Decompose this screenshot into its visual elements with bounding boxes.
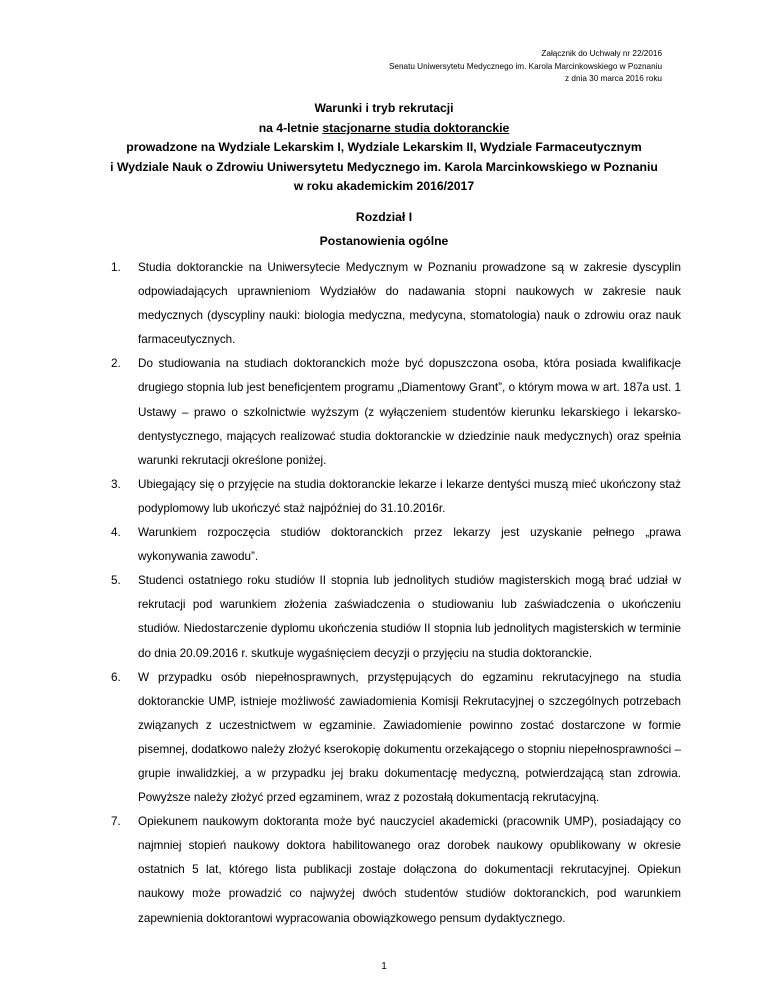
attachment-line-1: Załącznik do Uchwały nr 22/2016 <box>541 49 662 58</box>
item-text: Warunkiem rozpoczęcia studiów doktoranckich przez lekarzy jest uzyskanie pełnego „prawa wykonywania zawodu”. <box>138 526 681 564</box>
item-number: 4. <box>111 526 121 540</box>
list-item <box>111 352 681 472</box>
list-item <box>111 521 681 569</box>
item-text: Opiekunem naukowym doktoranta może być nauczyciel akademicki (pracownik UMP), posiadający co najmniej stopień naukowy doktora habilitowanego oraz dorobek naukowy opublikowany w okresie ostatnich 5 lat, którego lista publikacji zostaje dołączona do dokumentacji rekrutacyjnej. Opiekun naukowy może prowadzić co najwyżej dwóch studentów studiów doktoranckich, pod warunkiem zapewnienia doktorantowi wypracowania obowiązkowego pensum dydaktycznego. <box>138 815 681 925</box>
item-number: 6. <box>111 670 121 684</box>
title-line-2 <box>60 119 708 139</box>
list-item <box>111 256 681 352</box>
item-text: Do studiowania na studiach doktoranckich może być dopuszczona osoba, która posiada kwalifikacje drugiego stopnia lub jest beneficjentem programu „Diamentowy Grant”, o którym mowa w art. 187a ust. 1 Ustawy – prawo o szkolnictwie wyższym (z wyłączeniem studentów kierunku lekarskiego i lekarsko-dentystycznego, mających realizować studia doktoranckie w dziedzinie nauk medycznych) oraz spełnia warunki rekrutacji określone poniżej. <box>138 357 681 467</box>
attachment-line-2: Senatu Uniwersytetu Medycznego im. Karola Marcinkowskiego w Poznaniu <box>388 61 662 71</box>
title-line-1: Warunki i tryb rekrutacji <box>314 101 454 115</box>
item-number: 2. <box>111 357 121 371</box>
title-line-2-underlined: stacjonarne studia doktoranckie <box>322 120 510 135</box>
title-line-4: i Wydziale Nauk o Zdrowiu Uniwersytetu Medycznego im. Karola Marcinkowskiego w Poznaniu <box>110 159 658 174</box>
page-number: 1 <box>381 961 387 972</box>
item-text: Studenci ostatniego roku studiów II stopnia lub jednolitych studiów magisterskich mogą brać udział w rekrutacji pod warunkiem złożenia zaświadczenia o studiowaniu lub zaświadczenia o ukończeniu studiów. Niedostarczenie dyplomu ukończenia studiów II stopnia lub jednolitych magisterskich w terminie do dnia 20.09.2016 r. skutkuje wygaśnięciem decyzji o przyjęciu na studia doktoranckie. <box>138 574 681 660</box>
item-text: Studia doktoranckie na Uniwersytecie Medycznym w Poznaniu prowadzone są w zakresie dyscyplin odpowiadających uprawnieniom Wydziałów do nadawania stopni naukowych w zakresie nauk medycznych (dyscypliny nauki: biologia medyczna, medycyna, stomatologia) nauk o zdrowiu oraz nauk farmaceutycznych. <box>138 261 681 347</box>
list-item <box>111 666 681 811</box>
title-line-2-prefix: na 4-letnie <box>258 120 323 135</box>
chapter-number: Rozdział I <box>355 210 413 224</box>
item-number: 7. <box>111 815 121 829</box>
list-item <box>111 569 681 665</box>
attachment-line-3: z dnia 30 marca 2016 roku <box>565 74 662 83</box>
item-text: Ubiegający się o przyjęcie na studia doktoranckie lekarze i lekarze dentyści muszą mieć ukończony staż podyplomowy lub ukończyć staż najpóźniej do 31.10.2016r. <box>138 477 681 515</box>
item-number: 5. <box>111 574 121 588</box>
attachment-header <box>389 48 662 86</box>
document-title <box>60 99 708 197</box>
list-item <box>111 473 681 521</box>
title-line-5: w roku akademickim 2016/2017 <box>293 179 475 194</box>
item-number: 1. <box>111 261 121 274</box>
item-text: W przypadku osób niepełnosprawnych, przystępujących do egzaminu rekrutacyjnego na studia doktoranckie UMP, istnieje możliwość zawiadomienia Komisji Rekrutacyjnej o szczególnych potrzebach związanych z uczestnictwem w egzaminie. Zawiadomienie powinno zostać dostarczone w formie pisemnej, dodatkowo należy złożyć kserokopię dokumentu orzekającego o stopniu niepełnosprawności – grupie inwalidzkiej, a w przypadku jej braku dokumentację medyczną, potwierdzającą stan zdrowia. Powyższe należy złożyć przed egzaminem, wraz z pozostałą dokumentacją rekrutacyjną. <box>138 670 681 805</box>
list-item <box>111 810 681 930</box>
item-number: 3. <box>111 477 121 491</box>
chapter-title: Postanowienia ogólne <box>319 234 449 248</box>
provisions-list <box>111 256 681 931</box>
title-line-3: prowadzone na Wydziale Lekarskim I, Wydziale Lekarskim II, Wydziale Farmaceutycznym <box>126 140 642 155</box>
